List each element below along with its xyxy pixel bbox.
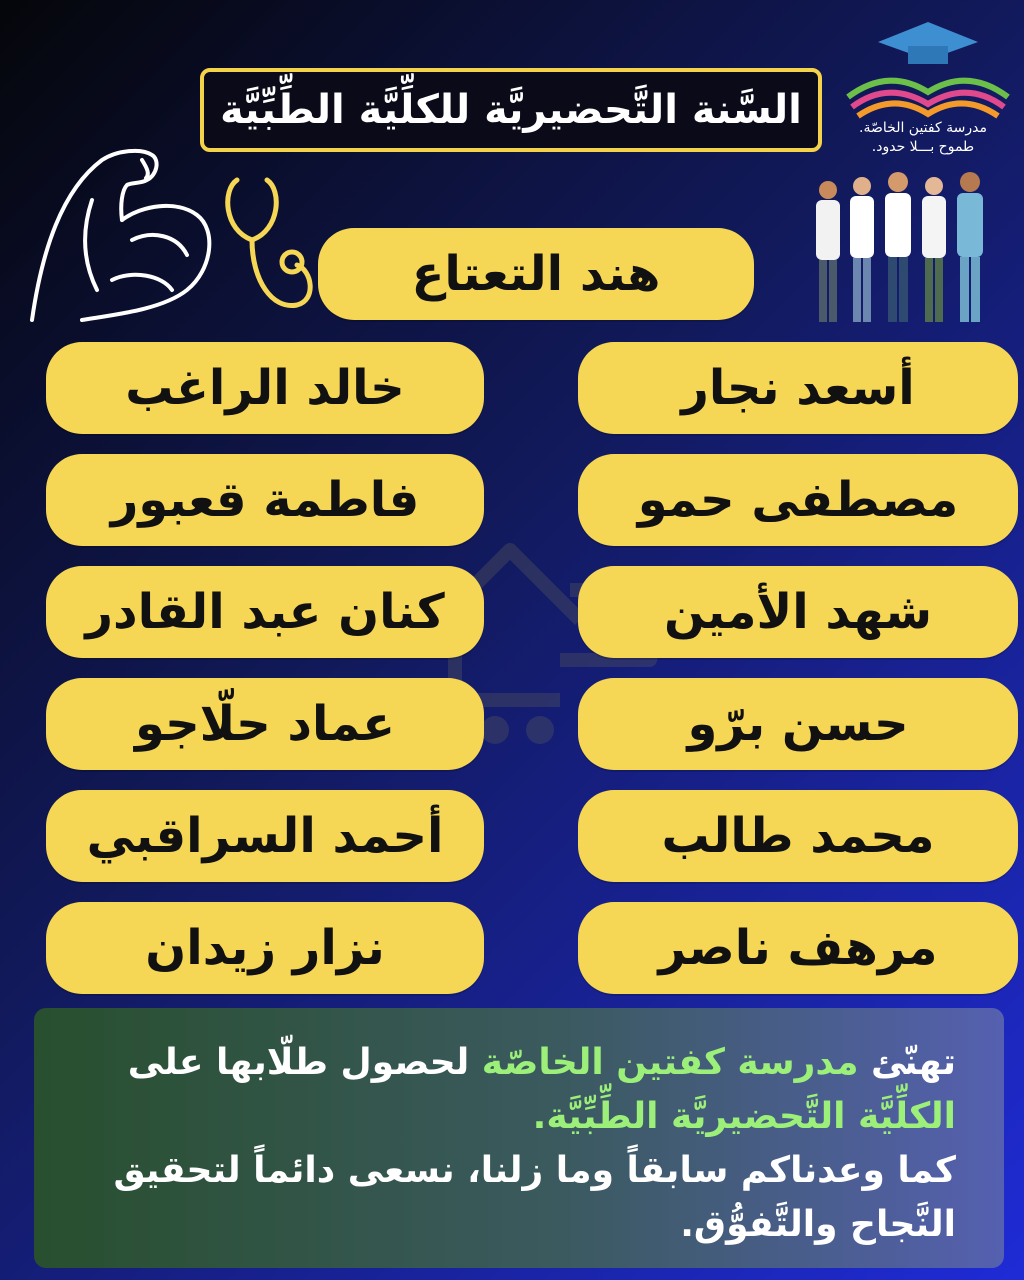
student-name-pill: [46, 566, 484, 658]
page-title-text: السَّنة التَّحضيريَّة للكلِّيَّة الطِّبِّيَّة: [220, 87, 802, 133]
banner-college-name: الكلِّيَّة التَّحضيريَّة الطِّبِّيَّة.: [532, 1096, 956, 1137]
student-name: فاطمة قعبور: [110, 472, 420, 528]
student-name: نزار زيدان: [145, 920, 385, 976]
student-name-pill: [46, 902, 484, 994]
student-name: حسن برّو: [687, 696, 909, 752]
banner-text-congrats: تهنّئ: [858, 1042, 956, 1083]
doctors-illustration: [800, 168, 1000, 332]
student-name: مصطفى حمو: [637, 472, 959, 528]
student-name: خالد الراغب: [125, 360, 405, 416]
stethoscope-icon: [212, 170, 322, 320]
student-name: مرهف ناصر: [658, 920, 938, 976]
banner-line-1: [82, 1036, 956, 1090]
student-name-pill: [578, 790, 1018, 882]
student-name: محمد طالب: [661, 808, 935, 864]
student-name: شهد الأمين: [663, 584, 933, 640]
student-name-pill: [578, 342, 1018, 434]
student-name-pill: [46, 454, 484, 546]
highlight-name: هند التعتاع: [411, 246, 661, 302]
banner-text-students: لحصول طلّابها على: [127, 1042, 482, 1083]
highlight-name-pill: [318, 228, 754, 320]
student-name-pill: [578, 902, 1018, 994]
congratulations-banner: [34, 1008, 1004, 1268]
banner-line-3: كما وعدناكم سابقاً وما زلنا، نسعى دائماً لتحقيق: [113, 1150, 956, 1191]
student-name-pill: [46, 342, 484, 434]
student-name-pill: [578, 678, 1018, 770]
page-title: [200, 68, 822, 152]
student-name: كنان عبد القادر: [85, 584, 445, 640]
banner-line-4: النَّجاح والتَّفوُّق.: [680, 1204, 956, 1245]
student-name: أحمد السراقبي: [86, 808, 444, 864]
logo-slogan: طموح بـــلا حدود.: [871, 139, 975, 155]
logo-name: مدرسة كفتين الخاصّة.: [859, 120, 987, 136]
bicep-icon: [22, 130, 222, 330]
student-name-pill: [46, 678, 484, 770]
banner-school-name: مدرسة كفتين الخاصّة: [481, 1042, 859, 1083]
school-logo: [838, 12, 1018, 162]
student-name-pill: [578, 566, 1018, 658]
student-name: عماد حلّاجو: [134, 696, 396, 752]
student-name-pill: [46, 790, 484, 882]
student-name-pill: [578, 454, 1018, 546]
graduation-cap-book-icon: [838, 12, 1018, 122]
student-name: أسعد نجار: [681, 360, 915, 416]
